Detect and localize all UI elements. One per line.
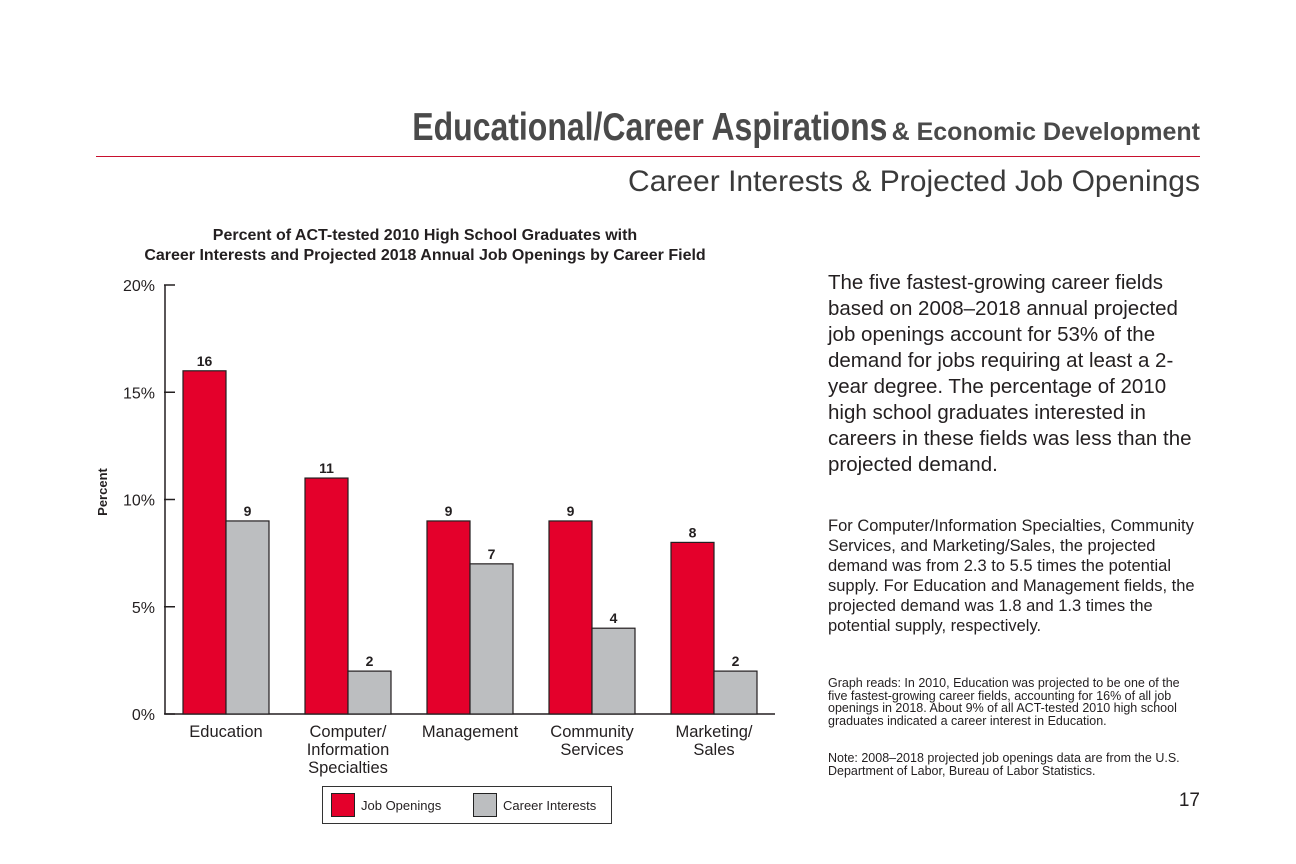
chart-legend [322, 786, 612, 824]
y-tick-label: 0% [131, 707, 155, 724]
bar-data-label: 8 [688, 524, 697, 541]
bar-data-label: 9 [444, 502, 453, 519]
bar-job-openings [305, 478, 348, 714]
bar-career-interests [226, 521, 269, 714]
x-category-label: Community [550, 723, 634, 741]
bar-job-openings [183, 371, 226, 714]
chart-title-line-1: Percent of ACT-tested 2010 High School Graduates with [212, 227, 638, 244]
detail-paragraph: For Computer/Information Specialties, Community Services, and Marketing/Sales, the projected demand was from 2.3 to 5.5 times the potential supply. For Education and Management fields, the projected demand was 1.8 and 1.3 times the potential supply, respectively. [828, 517, 1195, 635]
x-category-label: Computer/ [309, 723, 387, 741]
x-category-label: Education [189, 723, 263, 741]
y-axis-label: Percent [95, 468, 110, 516]
summary-paragraph: The five fastest-growing career fields based on 2008–2018 annual projected job openings account for 53% of the demand for jobs requiring at least a 2-year degree. The percentage of 2010 high school graduates interested in careers in these fields was less than the projected demand. [828, 271, 1192, 476]
bar-career-interests [714, 671, 757, 714]
bar-data-label: 11 [319, 460, 334, 477]
legend-item-career-interests [473, 793, 596, 817]
legend-swatch-career-interests [473, 793, 497, 817]
page-subtitle: Career Interests & Projected Job Openings [628, 165, 1200, 198]
graph-reads-note: Graph reads: In 2010, Education was projected to be one of the five fastest-growing career fields, accounting for 16% of all job openings in 2018. About 9% of all ACT-tested 2010 high school graduates indicated a career interest in Education. [828, 676, 1180, 728]
bar-job-openings [427, 521, 470, 714]
legend-swatch-job-openings [331, 793, 355, 817]
chart-title-line-2: Career Interests and Projected 2018 Annual Job Openings by Career Field [144, 247, 706, 264]
bar-career-interests [348, 671, 391, 714]
x-category-label: Services [560, 741, 624, 759]
bar-data-label: 7 [487, 545, 496, 562]
x-category-label: Management [421, 723, 519, 741]
legend-label-career-interests: Career Interests [503, 797, 597, 813]
bar-data-label: 2 [731, 653, 740, 670]
x-category-label: Marketing/ [675, 723, 753, 741]
y-tick-label: 20% [122, 278, 155, 295]
y-tick-label: 5% [131, 599, 155, 617]
source-note: Note: 2008–2018 projected job openings data are from the U.S. Department of Labor, Bureau of Labor Statistics. [828, 751, 1180, 778]
bar-data-label: 4 [609, 610, 618, 627]
bar-data-label: 9 [243, 502, 252, 519]
bar-data-label: 16 [196, 352, 213, 369]
header-main-title: Educational/Career Aspirations [412, 106, 888, 149]
legend-label-job-openings: Job Openings [361, 797, 442, 813]
bar-job-openings [671, 542, 714, 714]
x-category-label: Information [306, 741, 390, 759]
bar-job-openings [549, 521, 592, 714]
bar-career-interests [470, 564, 513, 714]
page-number: 17 [1178, 790, 1200, 811]
y-tick-label: 10% [122, 492, 155, 510]
bar-career-interests [592, 628, 635, 714]
bar-data-label: 9 [566, 502, 575, 519]
bar-data-label: 2 [365, 653, 374, 670]
header-sub-title: & Economic Development [891, 118, 1200, 146]
x-category-label: Sales [693, 741, 735, 759]
x-category-label: Specialties [308, 759, 388, 777]
y-tick-label: 15% [122, 385, 155, 403]
legend-item-job-openings [331, 793, 441, 817]
